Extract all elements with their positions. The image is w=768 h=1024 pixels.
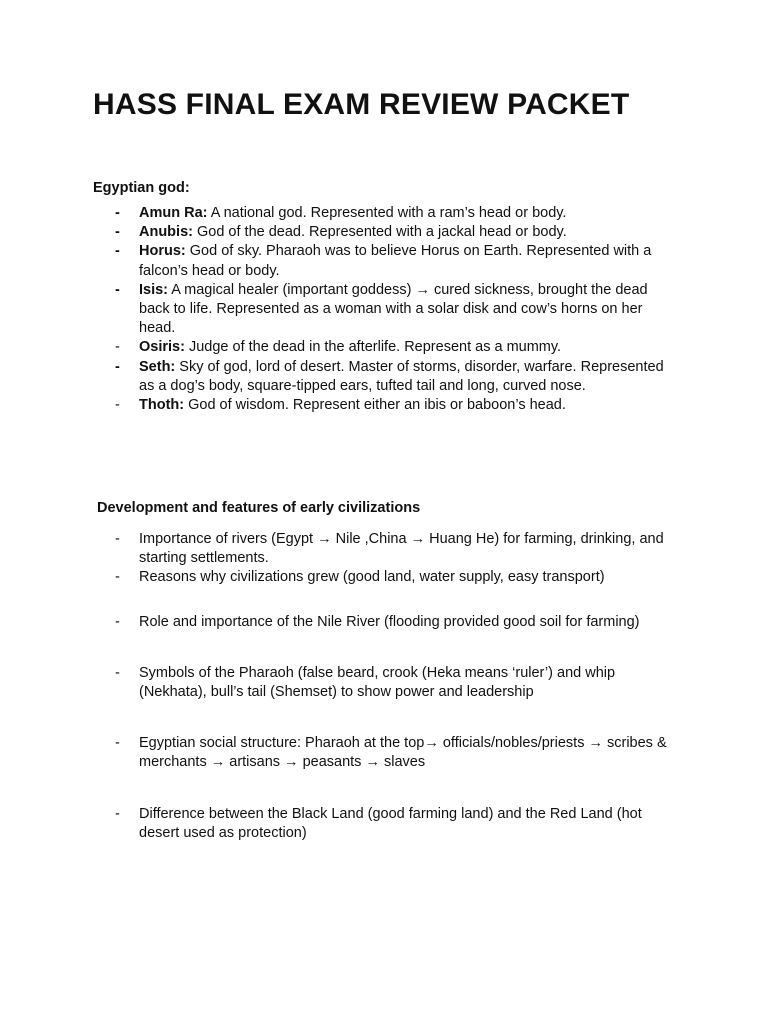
god-description: A magical healer (important goddess) → cured sickness, brought the dead back to life. Represented as a woman with a solar disk and cow’s horns on her head. (139, 281, 648, 337)
god-name: Osiris: (139, 339, 185, 356)
god-name: Horus: (139, 243, 186, 260)
list-item-text: Reasons why civilizations grew (good land, water supply, easy transport) (139, 569, 605, 586)
god-description: A national god. Represented with a ram’s head or body. (207, 205, 567, 221)
bullet-dash: - (115, 205, 120, 221)
list-item-rivers (0, 530, 679, 568)
god-description: God of sky. Pharaoh was to believe Horus on Earth. Represented with a falcon’s head or body. (139, 243, 652, 279)
list-item-seth (0, 358, 679, 396)
bullet-dash: - (115, 339, 120, 356)
list-item-text: Symbols of the Pharaoh (false beard, crook (Heka means ‘ruler’) and whip (Nekhata), bull’s tail (Shemset) to show power and leadership (139, 664, 616, 701)
bullet-dash: - (115, 397, 120, 414)
bullet-dash: - (115, 224, 120, 241)
list-item-text: Difference between the Black Land (good farming land) and the Red Land (hot desert used as protection) (139, 805, 642, 841)
list-item-black-red-land (0, 805, 679, 843)
egyptian-gods-list (0, 204, 679, 415)
bullet-dash: - (115, 805, 120, 822)
page-title: HASS FINAL EXAM REVIEW PACKET (93, 88, 630, 121)
bullet-dash: - (115, 569, 120, 586)
bullet-dash: - (115, 613, 120, 630)
civilizations-list (0, 530, 679, 843)
list-item-anubis (0, 223, 679, 242)
section-heading-early-civilizations: Development and features of early civilizations (97, 500, 421, 516)
god-name: Anubis: (139, 224, 193, 241)
list-item-nile-river (0, 613, 679, 632)
god-description: Sky of god, lord of desert. Master of storms, disorder, warfare. Represented as a dog’s body, square-tipped ears, tufted tail and long, curved nose. (139, 358, 664, 394)
god-name: Seth: (139, 358, 176, 375)
bullet-dash: - (115, 735, 120, 752)
list-item-thoth (0, 396, 679, 415)
section-heading-egyptian-gods: Egyptian god: (93, 180, 190, 196)
list-item-civilization-growth (0, 568, 679, 587)
bullet-dash: - (115, 664, 120, 681)
list-item-social-structure (0, 734, 679, 772)
list-item-text: Role and importance of the Nile River (flooding provided good soil for farming) (139, 613, 640, 630)
list-item-amun-ra (0, 204, 679, 223)
god-description: Judge of the dead in the afterlife. Represent as a mummy. (184, 339, 562, 356)
god-description: God of the dead. Represented with a jackal head or body. (192, 224, 567, 241)
bullet-dash: - (115, 243, 120, 260)
god-name: Thoth: (139, 397, 185, 414)
god-description: God of wisdom. Represent either an ibis or baboon’s head. (184, 397, 566, 414)
list-item-isis (0, 281, 679, 339)
bullet-dash: - (115, 281, 120, 298)
god-name: Amun Ra: (139, 205, 208, 221)
god-name: Isis: (139, 281, 169, 298)
list-item-osiris (0, 338, 679, 357)
bullet-dash: - (115, 531, 120, 547)
list-item-pharaoh-symbols (0, 664, 679, 702)
list-item-horus (0, 242, 679, 280)
list-item-text: Egyptian social structure: Pharaoh at the top→ officials/nobles/priests → scribes & merchants → artisans → peasants → slaves (139, 735, 667, 771)
bullet-dash: - (115, 358, 120, 375)
list-item-text: Importance of rivers (Egypt → Nile ,China → Huang He) for farming, drinking, and starting settlements. (139, 531, 664, 567)
